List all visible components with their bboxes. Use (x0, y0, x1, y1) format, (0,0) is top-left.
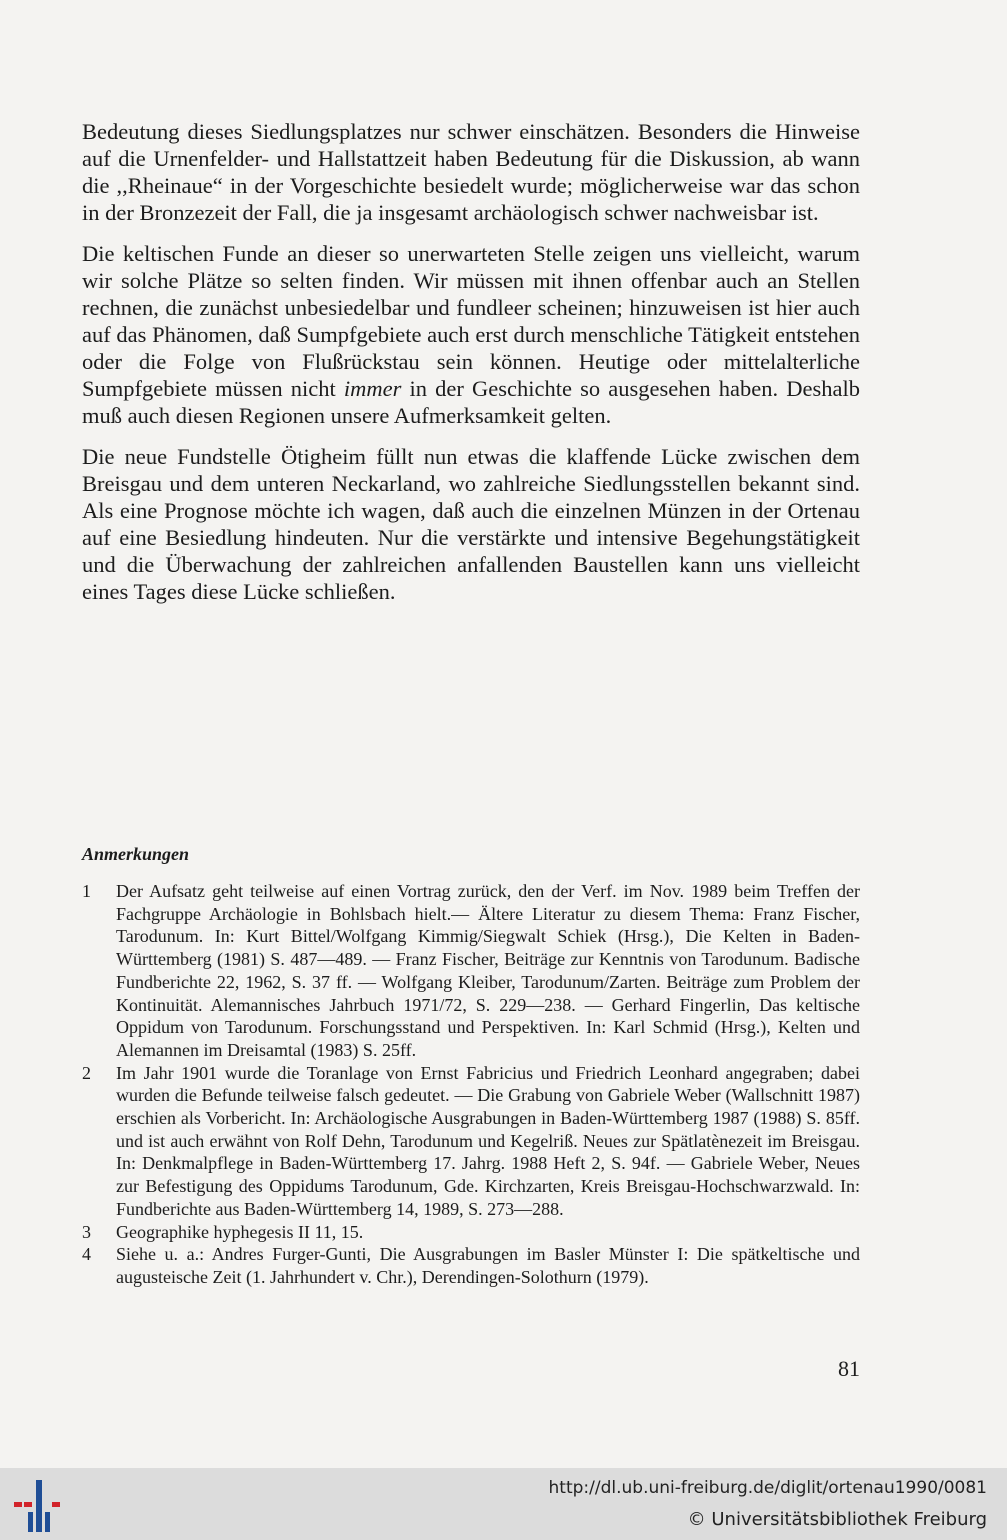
note-text: Geographike hyphegesis II 11, 15. (116, 1221, 364, 1242)
ub-freiburg-logo-icon (14, 1476, 64, 1532)
paragraph-2-part-b: in der Geschichte so ausgesehen haben. Deshalb muß auch diesen Regionen unsere Aufmerksamkeit gelten. (82, 376, 861, 428)
note-item (82, 880, 860, 1062)
paragraph-2 (82, 240, 860, 429)
source-url-link[interactable]: http://dl.ub.uni-freiburg.de/diglit/ortenau1990/0081 (548, 1478, 987, 1498)
footer-bar (0, 1468, 1007, 1540)
paragraph-1: Bedeutung dieses Siedlungsplatzes nur schwer einschätzen. Besonders die Hinweise auf die Urnenfelder- und Hallstattzeit haben Bedeutung für die Diskussion, ab wann die ,,Rheinaue“ in der Vorgeschichte besiedelt wurde; möglicherweise war das schon in der Bronzezeit der Fall, die ja insgesamt archäologisch schwer nachweisbar ist. (82, 119, 860, 225)
note-item (82, 1243, 860, 1288)
paragraph-2-emphasis: immer (343, 376, 402, 401)
note-text: Im Jahr 1901 wurde die Toranlage von Ernst Fabricius und Friedrich Leonhard angegraben; dabei wurden die Befunde teilweise falsch gedeutet. — Die Grabung von Gabriele Weber (Wallschnitt 1987) erschien als Vorbericht. In: Archäologische Ausgrabungen in Baden-Württemberg 1987 (1988) S. 85ff. und ist auch erwähnt von Rolf Dehn, Tarodunum und Kegelriß. Neues zur Spätlatènezeit im Breisgau. In: Denkmalpflege in Baden-Württemberg 17. Jahrg. 1988 Heft 2, S. 94f. — Gabriele Weber, Neues zur Befestigung des Oppidums Tarodunum, Gde. Kirchzarten, Kreis Breisgau-Hochschwarzwald. In: Fundberichte aus Baden-Württemberg 14, 1989, S. 273—288. (116, 1062, 860, 1219)
note-number: 1 (82, 881, 91, 901)
note-number: 3 (82, 1221, 91, 1242)
note-item (82, 1221, 860, 1244)
note-number: 4 (82, 1244, 91, 1265)
note-text: Der Aufsatz geht teilweise auf einen Vortrag zurück, den der Verf. im Nov. 1989 beim Treffen der Fachgruppe Archäologie in Bohlsbach hielt.— Ältere Literatur zu diesem Thema: Franz Fischer, Tarodunum. In: Kurt Bittel/Wolfgang Kimmig/Siegwalt Schiek (Hrsg.), Die Kelten in Baden-Württemberg (1981) S. 487—489. — Franz Fischer, Beiträge zur Kenntnis von Tarodunum. Badische Fundberichte 22, 1962, S. 37 ff. — Wolfgang Kleiber, Tarodunum/Zarten. Beiträge zum Problem der Kontinuität. Alemannisches Jahrbuch 1971/72, S. 229—238. — Gerhard Fingerlin, Das keltische Oppidum von Tarodunum. Forschungsstand und Perspektiven. In: Karl Schmid (Hrsg.), Kelten und Alemannen im Dreisamtal (1983) S. 25ff. (116, 881, 860, 1060)
body-text (82, 118, 860, 619)
page-number: 81 (838, 1356, 860, 1381)
paragraph-2-part-a: Die keltischen Funde an dieser so unerwarteten Stelle zeigen uns vielleicht, warum wir solche Plätze so selten finden. Wir müssen mit ihnen offenbar auch an Stellen rechnen, die zunächst unbesiedelbar und fundleer scheinen; hinzuweisen ist hier auch auf das Phänomen, daß Sumpfgebiete auch erst durch menschliche Tätigkeit entstehen oder die Folge von Flußrückstau sein können. Heutige oder mittelalterliche Sumpfgebiete müssen nicht (82, 241, 860, 401)
note-number: 2 (82, 1062, 91, 1083)
paragraph-3: Die neue Fundstelle Ötigheim füllt nun etwas die klaffende Lücke zwischen dem Breisgau und dem unteren Neckarland, wo zahlreiche Siedlungsstellen bekannt sind. Als eine Prognose möchte ich wagen, daß auch die einzelnen Münzen in der Ortenau auf eine Besiedlung hindeuten. Nur die verstärkte und intensive Begehungstätigkeit und die Überwachung der zahlreichen anfallenden Baustellen kann uns vielleicht eines Tages diese Lücke schließen. (82, 444, 860, 604)
note-text: Siehe u. a.: Andres Furger-Gunti, Die Ausgrabungen im Basler Münster I: Die spätkeltische und augusteische Zeit (1. Jahrhundert v. Chr.), Derendingen-Solothurn (1979). (116, 1244, 860, 1287)
copyright-text: © Universitätsbibliothek Freiburg (687, 1509, 987, 1530)
notes-list (82, 880, 860, 1289)
notes-heading: Anmerkungen (82, 844, 190, 864)
note-item (82, 1062, 860, 1221)
